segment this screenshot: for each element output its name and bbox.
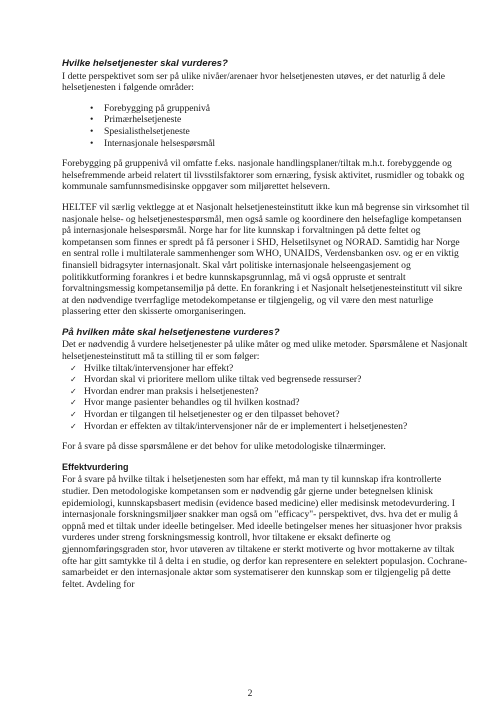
list-item: • Internasjonale helsespørsmål	[90, 138, 470, 150]
list-item: • Primærhelsetjeneste	[90, 114, 470, 126]
list-item: ✓ Hvordan er effekten av tiltak/intervensjoner når de er implementert i helsetjenesten?	[70, 421, 470, 433]
paragraph-prevention: Forebygging på gruppenivå vil omfatte f.eks. nasjonale handlingsplaner/tiltak m.h.t. forebyggende og helsefremmende arbeid relatert til livsstilsfaktorer som ernæring, fysisk aktivitet, rusmidler og tobakk og kommunale samfunnsmedisinske oppgaver som miljørettet helsevern.	[62, 158, 465, 193]
paragraph-methods-closing: For å svare på disse spørsmålene er det behov for ulike metodologiske tilnærminger.	[62, 441, 386, 453]
section-heading-how-evaluated: På hvilken måte skal helsetjenestene vurderes?	[62, 326, 280, 338]
list-item: • Spesialisthelsetjeneste	[90, 126, 470, 138]
paragraph-intro-areas: I dette perspektivet som ser på ulike nivåer/arenaer hvor helsetjenesten utøves, er det naturlig å dele helsetjenesten i følgende områder:	[62, 70, 446, 94]
list-item: ✓ Hvordan endrer man praksis i helsetjenesten?	[70, 386, 470, 398]
section-heading-effect-evaluation: Effektvurdering	[62, 461, 129, 472]
list-item: • Forebygging på gruppenivå	[90, 103, 470, 115]
list-item: ✓ Hvordan er tilgangen til helsetjenester og er den tilpasset behovet?	[70, 409, 470, 421]
page-number: 2	[247, 688, 253, 699]
paragraph-methods-intro: Det er nødvendig å vurdere helsetjenester på ulike måter og med ulike metoder. Spørsmålene et Nasjonalt helsetjenesteinstitutt må ta stilling til er som følger:	[62, 339, 468, 363]
list-item: ✓ Hvordan skal vi prioritere mellom ulike tiltak ved begrensede ressurser?	[70, 374, 470, 386]
questions-check-list	[62, 363, 470, 433]
areas-bullet-list	[62, 103, 470, 149]
list-item: ✓ Hvor mange pasienter behandles og til hvilken kostnad?	[70, 397, 470, 409]
section-heading-which-services: Hvilke helsetjenester skal vurderes?	[62, 58, 228, 69]
paragraph-heltef: HELTEF vil særlig vektlegge at et Nasjonalt helsetjenesteinstitutt ikke kun må begrense sin virksomhet til nasjonale helse- og helsetjenestespørsmål, men også samle og koordinere den helsefaglige kompetansen på internasjonale helsespørsmål. Norge har for lite kunnskap i forvaltningen på dette feltet og kompetansen som finnes er spredt på få personer i SHD, Helsetilsynet og NORAD. Samtidig har Norge en sentral rolle i multilaterale sammenhenger som WHO, UNAIDS, Verdensbanken osv. og er en viktig finansiell bidragsyter internasjonalt. Skal vårt politiske internasjonale helseengasjement og politikkutforming forankres i et bedre kunnskapsgrunnlag, må vi også oppruste et sentralt forvaltningsmessig kompetansemiljø på dette. En forankring i et Nasjonalt helsetjenesteinstitutt vil sikre at den nødvendige tverrfaglige metodekompetanse er tilgjengelig, og vil være den mest naturlige plassering etter den skisserte omorganiseringen.	[62, 201, 470, 318]
list-item: ✓ Hvilke tiltak/intervensjoner har effekt?	[70, 363, 470, 375]
paragraph-effect-evaluation: For å svare på hvilke tiltak i helsetjenesten som har effekt, må man ty til kunnskap ifra kontrollerte studier. Den metodologiske kompetansen som er nødvendig går gjerne under betegnelsen klinisk epidemiologi, kunnskapsbasert medisin (evidence based medicine) eller medisinsk metodevurdering. I internasjonale forskningsmiljøer snakker man også om "efficacy"- perspektivet, dvs. hva det er mulig å oppnå med et tiltak under ideelle betingelser. Med ideelle betingelser menes her situasjoner hvor praksis vurderes under streng forskningsmessig kontroll, hvor tiltakene er eksakt definerte og gjennomføringsgraden stor, hvor utøveren av tiltakene er sterkt motiverte og hvor mottakerne av tiltak ofte har gitt samtykke til å delta i en studie, og derfor kan representere en selektert populasjon. Cochrane-samarbeidet er den internasjonale aktør som systematiserer den kunnskap som er tilgjengelig på dette feltet. Avdeling for	[62, 474, 468, 590]
